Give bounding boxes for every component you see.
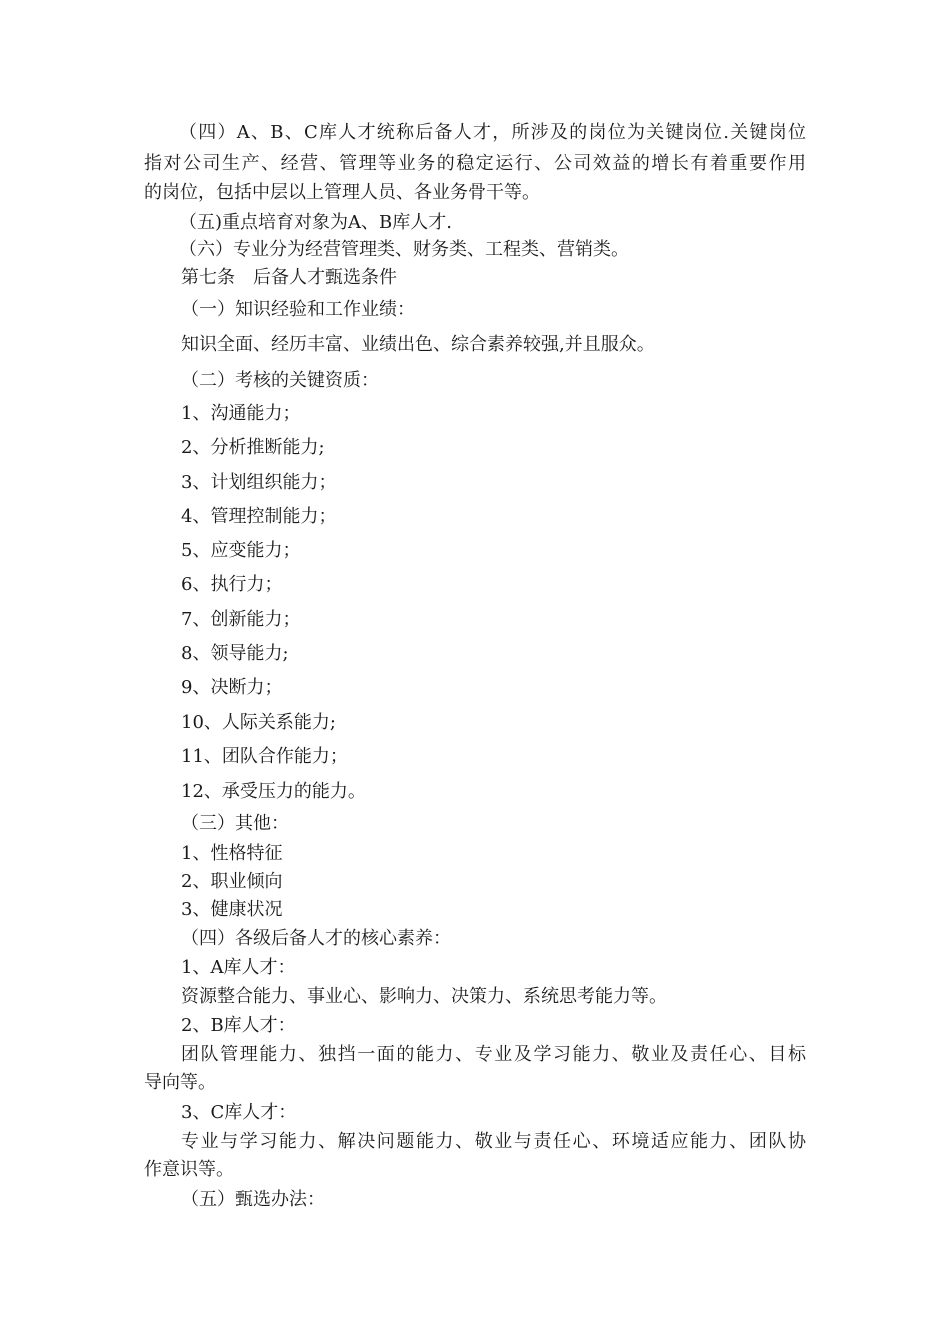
list-item: 5、应变能力； bbox=[181, 540, 301, 561]
list-item: 8、领导能力; bbox=[181, 643, 289, 664]
paragraph: 知识全面、经历丰富、业绩出色、综合素养较强,并且服众。 bbox=[181, 334, 655, 355]
list-item: 2、B库人才： bbox=[181, 1015, 296, 1036]
list-item: 3、计划组织能力； bbox=[181, 472, 337, 493]
paragraph-line: 团队管理能力、独挡一面的能力、专业及学习能力、敬业及责任心、目标 bbox=[181, 1044, 806, 1065]
list-item: 4、管理控制能力； bbox=[181, 506, 337, 527]
list-item: 3、C库人才： bbox=[181, 1102, 297, 1123]
paragraph-line: 作意识等。 bbox=[144, 1159, 234, 1180]
paragraph: （五）甄选办法： bbox=[181, 1189, 325, 1210]
paragraph-line: 指对公司生产、经营、管理等业务的稳定运行、公司效益的增长有着重要作用 bbox=[144, 153, 806, 174]
list-item: 1、沟通能力； bbox=[181, 403, 301, 424]
list-item: 1、性格特征 bbox=[181, 843, 283, 864]
section-heading: 第七条 后备人才甄选条件 bbox=[181, 267, 397, 288]
paragraph-line: 专业与学习能力、解决问题能力、敬业与责任心、环境适应能力、团队协 bbox=[181, 1131, 806, 1152]
paragraph-line: （四）A、B、C库人才统称后备人才，所涉及的岗位为关键岗位.关键岗位 bbox=[179, 122, 806, 143]
list-item: 12、承受压力的能力。 bbox=[181, 781, 366, 802]
list-item: 10、人际关系能力; bbox=[181, 712, 336, 733]
list-item: 6、执行力； bbox=[181, 574, 283, 595]
paragraph: （六）专业分为经营管理类、财务类、工程类、营销类。 bbox=[179, 239, 629, 260]
list-item: 3、健康状况 bbox=[181, 899, 283, 920]
paragraph-line: 的岗位，包括中层以上管理人员、各业务骨干等。 bbox=[144, 182, 540, 203]
paragraph-line: 导向等。 bbox=[144, 1072, 216, 1093]
paragraph: （二）考核的关键资质： bbox=[181, 370, 379, 391]
list-item: 2、职业倾向 bbox=[181, 871, 283, 892]
list-item: 1、A库人才： bbox=[181, 957, 296, 978]
paragraph: （五)重点培育对象为A、B库人才. bbox=[179, 212, 452, 233]
paragraph: （三）其他： bbox=[181, 813, 289, 834]
paragraph: （一）知识经验和工作业绩： bbox=[181, 299, 415, 320]
list-item: 2、分析推断能力; bbox=[181, 437, 325, 458]
list-item: 11、团队合作能力； bbox=[181, 746, 348, 767]
paragraph: 资源整合能力、事业心、影响力、决策力、系统思考能力等。 bbox=[181, 986, 667, 1007]
paragraph: （四）各级后备人才的核心素养： bbox=[181, 928, 451, 949]
list-item: 7、创新能力； bbox=[181, 609, 301, 630]
list-item: 9、决断力； bbox=[181, 677, 283, 698]
